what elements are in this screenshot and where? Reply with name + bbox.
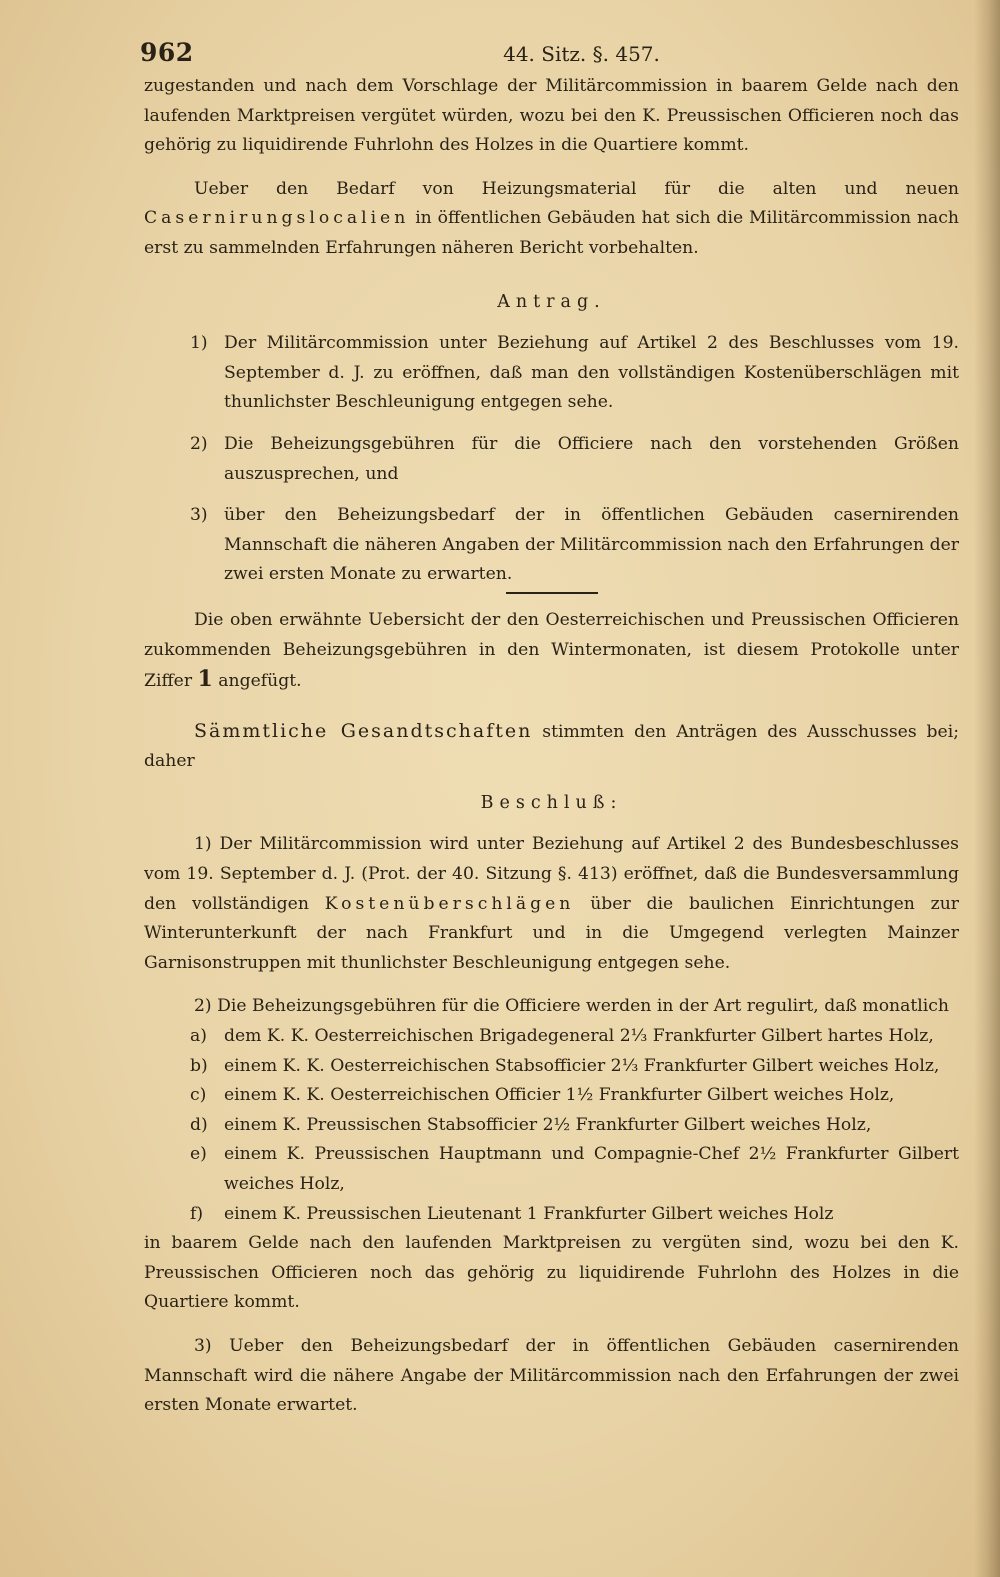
antrag-heading: Antrag.: [497, 291, 606, 312]
gebuehren-item: f) einem K. Preussischen Lieutenant 1 Frankfurter Gilbert weiches Holz: [190, 1203, 834, 1224]
paragraph-heating-material: Ueber den Bedarf von Heizungsmaterial für die alten und neuen Casernirungslocalien in öffentlichen Gebäuden hat sich die Militärcommission nach erst zu sammelnden Erfahrungen näheren Bericht vorbehalten.: [144, 178, 959, 258]
beschluss-heading: Beschluß:: [480, 792, 623, 813]
beschluss-item-1: 1) Der Militärcommission wird unter Beziehung auf Artikel 2 des Bundesbeschlusses vom 19. September d. J. (Prot. der 40. Sitzung §. 413) eröffnet, daß die Bundesversammlung den vollständigen Kostenüberschlägen über die baulichen Einrichtungen zur Winterunterkunft der nach Frankfurt und in die Umgegend verlegten Mainzer Garnisonstruppen mit thunlichster Beschleunigung entgegen sehe.: [144, 834, 959, 973]
antrag-item: 1) Der Militärcommission unter Beziehung auf Artikel 2 des Beschlusses vom 19. September d. J. zu eröffnen, daß man den vollständigen Kostenüberschlägen mit thunlichster Beschleunigung entgegen sehe.: [190, 333, 959, 413]
gebuehren-item: d) einem K. Preussischen Stabsofficier 2½ Frankfurter Gilbert weiches Holz,: [190, 1114, 872, 1135]
beschluss-item-3: 3) Ueber den Beheizungsbedarf der in öffentlichen Gebäuden casernirenden Mannschaft wird die nähere Angabe der Militärcommission nach den Erfahrungen der zwei ersten Monate erwartet.: [144, 1335, 959, 1416]
emphasis-casernirungslocalien: Casernirungslocalien: [144, 208, 410, 229]
gebuehren-item: b) einem K. K. Oesterreichischen Stabsofficier 2⅓ Frankfurter Gilbert weiches Holz,: [190, 1055, 940, 1076]
ziffer-number: 1: [197, 666, 213, 693]
antrag-item: 2) Die Beheizungsgebühren für die Officiere nach den vorstehenden Größen auszusprechen, und: [190, 433, 959, 484]
text-block: [140, 0, 959, 1421]
page-header: [140, 38, 959, 72]
emphasis-kostenueberschlaegen: Kostenüberschlägen: [324, 893, 575, 914]
gebuehren-item: a) dem K. K. Oesterreichischen Brigadegeneral 2⅓ Frankfurter Gilbert hartes Holz,: [190, 1026, 934, 1047]
gebuehren-tail: in baarem Gelde nach den laufenden Marktpreisen zu vergüten sind, wozu bei den K. Preussischen Officieren noch das gehörig zu liquidirende Fuhrlohn des Holzes in die Quartiere kommt.: [144, 1233, 959, 1313]
emphasis-gesandtschaften: Sämmtliche Gesandtschaften: [194, 719, 533, 742]
paragraph-gesandtschaften: Sämmtliche Gesandtschaften stimmten den Anträgen des Ausschusses bei; daher: [144, 719, 959, 772]
paragraph-uebersicht: Die oben erwähnte Uebersicht der den Oesterreichischen und Preussischen Officieren zukommenden Beheizungsgebühren in den Wintermonaten, ist diesem Protokolle unter Ziffer 1 angefügt.: [144, 609, 959, 693]
section-divider: [506, 592, 598, 594]
paragraph-continued: zugestanden und nach dem Vorschlage der Militärcommission in baarem Gelde nach den laufenden Marktpreisen vergütet würden, wozu bei den K. Preussischen Officieren noch das gehörig zu liquidirende Fuhrlohn des Holzes in die Quartiere kommt.: [144, 76, 959, 156]
page-number: 962: [140, 38, 194, 67]
gebuehren-item: c) einem K. K. Oesterreichischen Officier 1½ Frankfurter Gilbert weiches Holz,: [190, 1085, 895, 1106]
antrag-item: 3) über den Beheizungsbedarf der in öffentlichen Gebäuden casernirenden Mannschaft die näheren Angaben der Militärcommission nach den Erfahrungen der zwei ersten Monate zu erwarten.: [190, 505, 959, 585]
beschluss-item-2: 2) Die Beheizungsgebühren für die Officiere werden in der Art regulirt, daß monatlich: [194, 996, 949, 1017]
gebuehren-item: e) einem K. Preussischen Hauptmann und Compagnie-Chef 2½ Frankfurter Gilbert weiches Holz,: [190, 1144, 959, 1194]
running-head: 44. Sitz. §. 457.: [503, 42, 660, 66]
page-edge-shadow: [974, 0, 1000, 1577]
